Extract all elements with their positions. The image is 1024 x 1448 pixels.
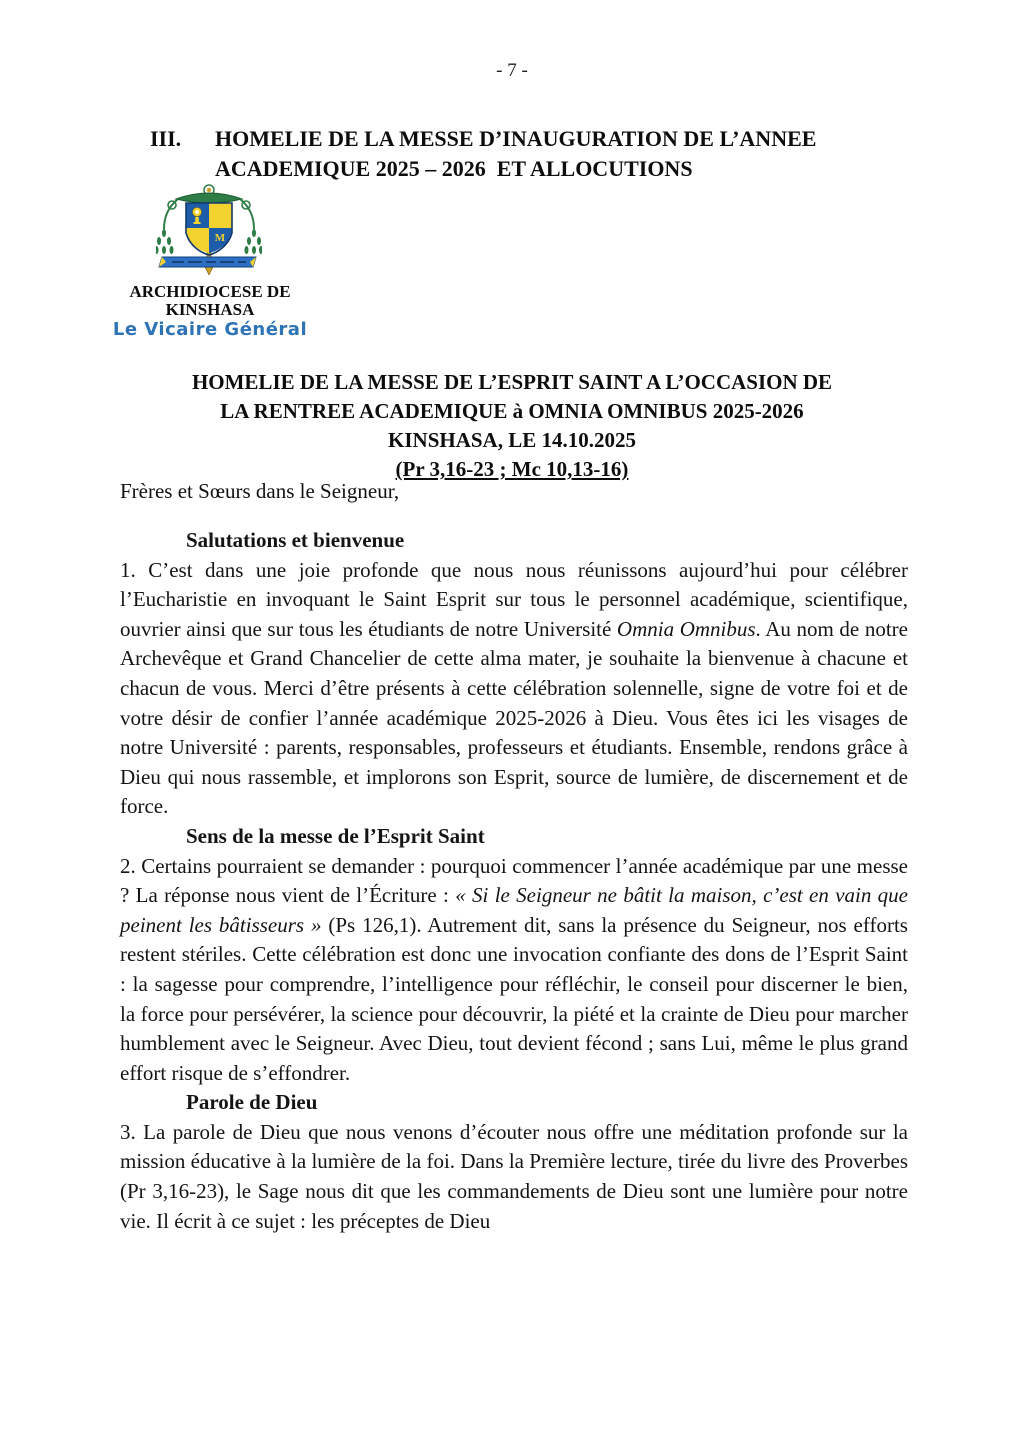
section-title-sens-messe: Sens de la messe de l’Esprit Saint	[186, 823, 485, 848]
marian-monogram: M	[214, 232, 226, 244]
crest-staff-tip	[205, 267, 213, 275]
paragraph-3: 3. La parole de Dieu que nous venons d’écouter nous offre une méditation profonde sur la mission éducative à la lumière de la foi. Dans la Première lecture, tirée du livre des Proverbes (Pr 3,16-23), le Sage nous dit que les commandements de Dieu sont une lumière pour notre vie. Il écrit à ce sujet : les préceptes de Dieu	[120, 1119, 908, 1233]
homily-heading-line3: KINSHASA, LE 14.10.2025	[388, 428, 636, 452]
paragraph-1: 1. C’est dans une joie profonde que nous nous réunissons aujourd’hui pour célébrer l’Eucharistie en invoquant le Saint Esprit sur tous le personnel académique, scientifique, ouvrier ainsi que sur tous les étudiants de notre Université Omnia Omnibus. Au nom de notre Archevêque et Grand Chancelier de cette alma mater, je souhaite la bienvenue à chacune et chacun de vous. Merci d’être présents à cette célébration solennelle, signe de votre foi et de votre désir de confier l’année académique 2025-2026 à Dieu. Vous êtes ici les visages de notre Université : parents, responsables, professeurs et étudiants. Ensemble, rendons grâce à Dieu qui nous rassemble, et implorons son Esprit, source de lumière, de discernement et de force.	[120, 557, 909, 819]
org-name-line2: KINSHASA	[165, 299, 255, 319]
homily-heading	[117, 368, 907, 484]
role-title: Le Vicaire Général	[112, 319, 308, 340]
crest-shield	[186, 203, 232, 255]
section-title-salutations: Salutations et bienvenue	[186, 528, 405, 552]
galero-tassels-left	[156, 229, 174, 254]
section-title-parole-de-dieu: Parole de Dieu	[186, 1090, 318, 1115]
crest-badge-center	[207, 188, 211, 192]
motto-ribbon	[159, 257, 256, 267]
salutation-line: Frères et Sœurs dans le Seigneur,	[120, 479, 400, 503]
section-heading	[150, 124, 910, 184]
homily-body	[120, 526, 908, 1236]
galero-tassels-right	[245, 229, 263, 254]
homily-heading-scripture-refs: (Pr 3,16-23 ; Mc 10,13-16)	[395, 457, 629, 481]
archdiocese-coat-of-arms-icon	[156, 181, 262, 277]
paragraph-2: 2. Certains pourraient se demander : pourquoi commencer l’année académique par une messe ? La réponse nous vient de l’Écriture : « Si le Seigneur ne bâtit la maison, c’est en vain que peinent les bâtisseurs » (Ps 126,1). Autrement dit, sans la présence du Seigneur, nos efforts restent stériles. Cette célébration est donc une invocation confiante des dons de l’Esprit Saint : la sagesse pour comprendre, l’intelligence pour réfléchir, le conseil pour discerner le bien, la force pour persévérer, la science pour découvrir, la piété et la crainte de Dieu pour marcher humblement avec le Seigneur. Avec Dieu, tout devient fécond ; sans Lui, même le plus grand effort risque de s’effondrer.	[120, 853, 908, 1085]
page-number: - 7 -	[496, 60, 528, 81]
section-numeral: III.	[150, 126, 182, 151]
homily-heading-line2: LA RENTREE ACADEMIQUE à OMNIA OMNIBUS 2025-2026	[220, 399, 804, 423]
org-name-line1: ARCHIDIOCESE DE	[129, 282, 291, 301]
homily-heading-line1: HOMELIE DE LA MESSE DE L’ESPRIT SAINT A L’OCCASION DE	[191, 370, 833, 394]
section-heading-text: HOMELIE DE LA MESSE D’INAUGURATION DE L’ANNEE ACADEMIQUE 2025 – 2026 ET ALLOCUTIONS	[215, 126, 821, 181]
galero-hat	[176, 193, 242, 203]
letterhead	[110, 283, 310, 339]
